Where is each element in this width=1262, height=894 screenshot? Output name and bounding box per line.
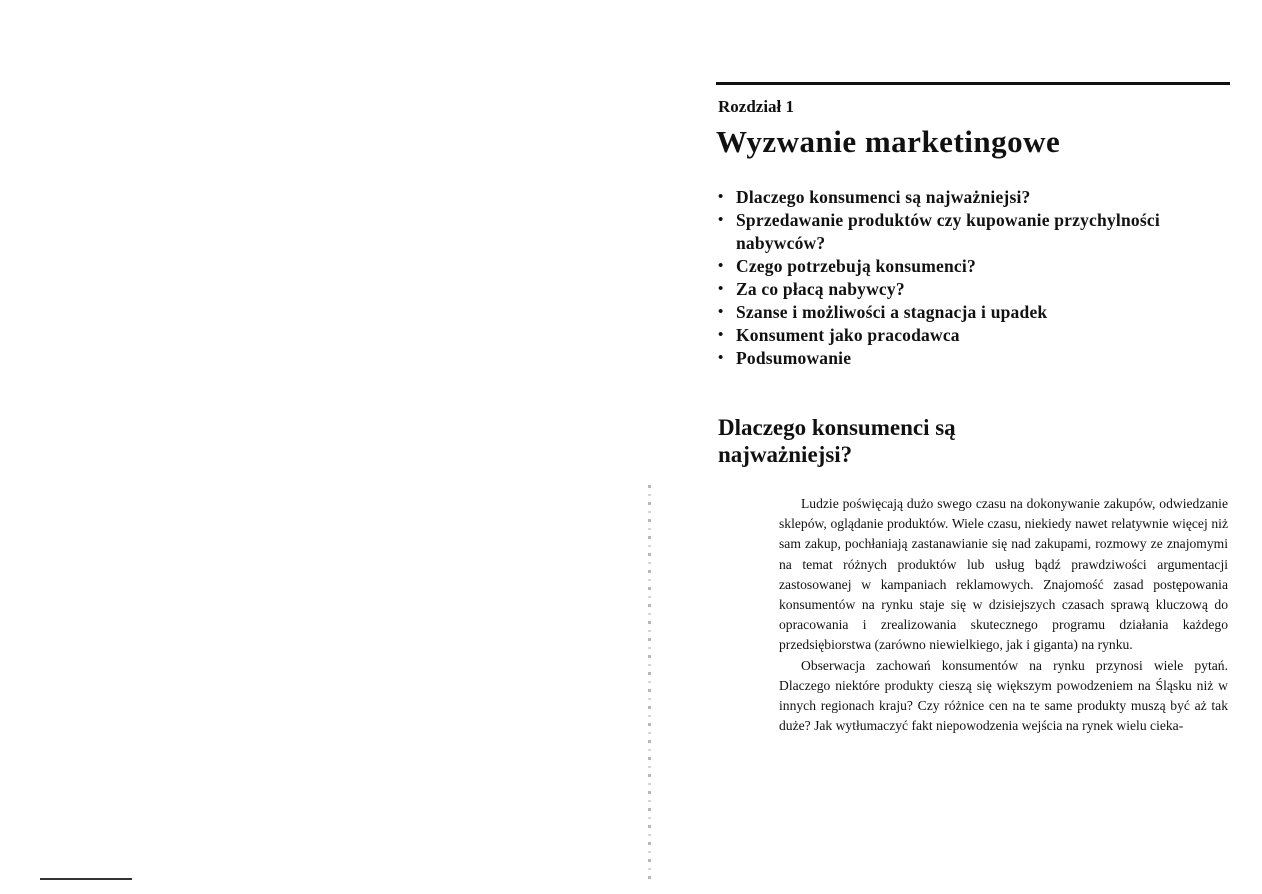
toc-item: • Podsumowanie xyxy=(718,348,852,368)
chapter-title: Wyzwanie marketingowe xyxy=(716,124,1061,159)
toc-item: • Czego potrzebują konsumenci? xyxy=(718,256,976,276)
toc-item: • Sprzedawanie produktów czy kupowanie przychylności nabywców? xyxy=(718,210,1160,253)
toc-item: • Za co płacą nabywcy? xyxy=(718,279,905,299)
chapter-top-rule xyxy=(716,82,1230,85)
bullet-icon: • xyxy=(718,281,724,297)
section-heading: Dlaczego konsumenci są najważniejsi? xyxy=(718,415,956,467)
bullet-icon: • xyxy=(718,212,724,228)
body-paragraph: Obserwacja zachowań konsumentów na rynku przynosi wiele pytań. Dlaczego niektóre produkty cieszą się większym powodzeniem na Śląsku niż w innych regionach kraju? Czy różnice cen na te same produkty muszą być aż tak duże? Jak wytłumaczyć fakt niepowodzenia wejścia na rynek wielu cieka- xyxy=(779,657,1228,734)
bullet-icon: • xyxy=(718,189,724,205)
chapter-label: Rozdział 1 xyxy=(718,97,795,116)
toc-item: • Konsument jako pracodawca xyxy=(718,325,960,345)
bullet-icon: • xyxy=(718,327,724,343)
chapter-contents-list xyxy=(716,186,1230,370)
body-paragraph: Ludzie poświęcają dużo swego czasu na dokonywanie zakupów, odwiedzanie sklepów, oglądanie produktów. Wiele czasu, niekiedy nawet relatywnie więcej niż sam zakup, pochłaniają zastanawianie się nad zakupami, rozmowy ze znajomymi na temat różnych produktów lub usług bądź prawdziwości argumentacji zastosowanej w kampaniach reklamowych. Znajomość zasad postępowania konsumentów na rynku staje się w dzisiejszych czasach sprawą kluczową do opracowania i zrealizowania skutecznego programu działania każdego przedsiębiorstwa (zarówno niewielkiego, jak i giganta) na rynku. xyxy=(779,496,1228,653)
toc-item: • Dlaczego konsumenci są najważniejsi? xyxy=(718,187,1031,207)
right-page xyxy=(716,0,1230,894)
book-gutter xyxy=(648,485,651,885)
bullet-icon: • xyxy=(718,258,724,274)
section-body xyxy=(779,494,1228,736)
left-page-footer-rule xyxy=(40,878,132,880)
toc-item: • Szanse i możliwości a stagnacja i upadek xyxy=(718,302,1048,322)
bullet-icon: • xyxy=(718,350,724,366)
bullet-icon: • xyxy=(718,304,724,320)
